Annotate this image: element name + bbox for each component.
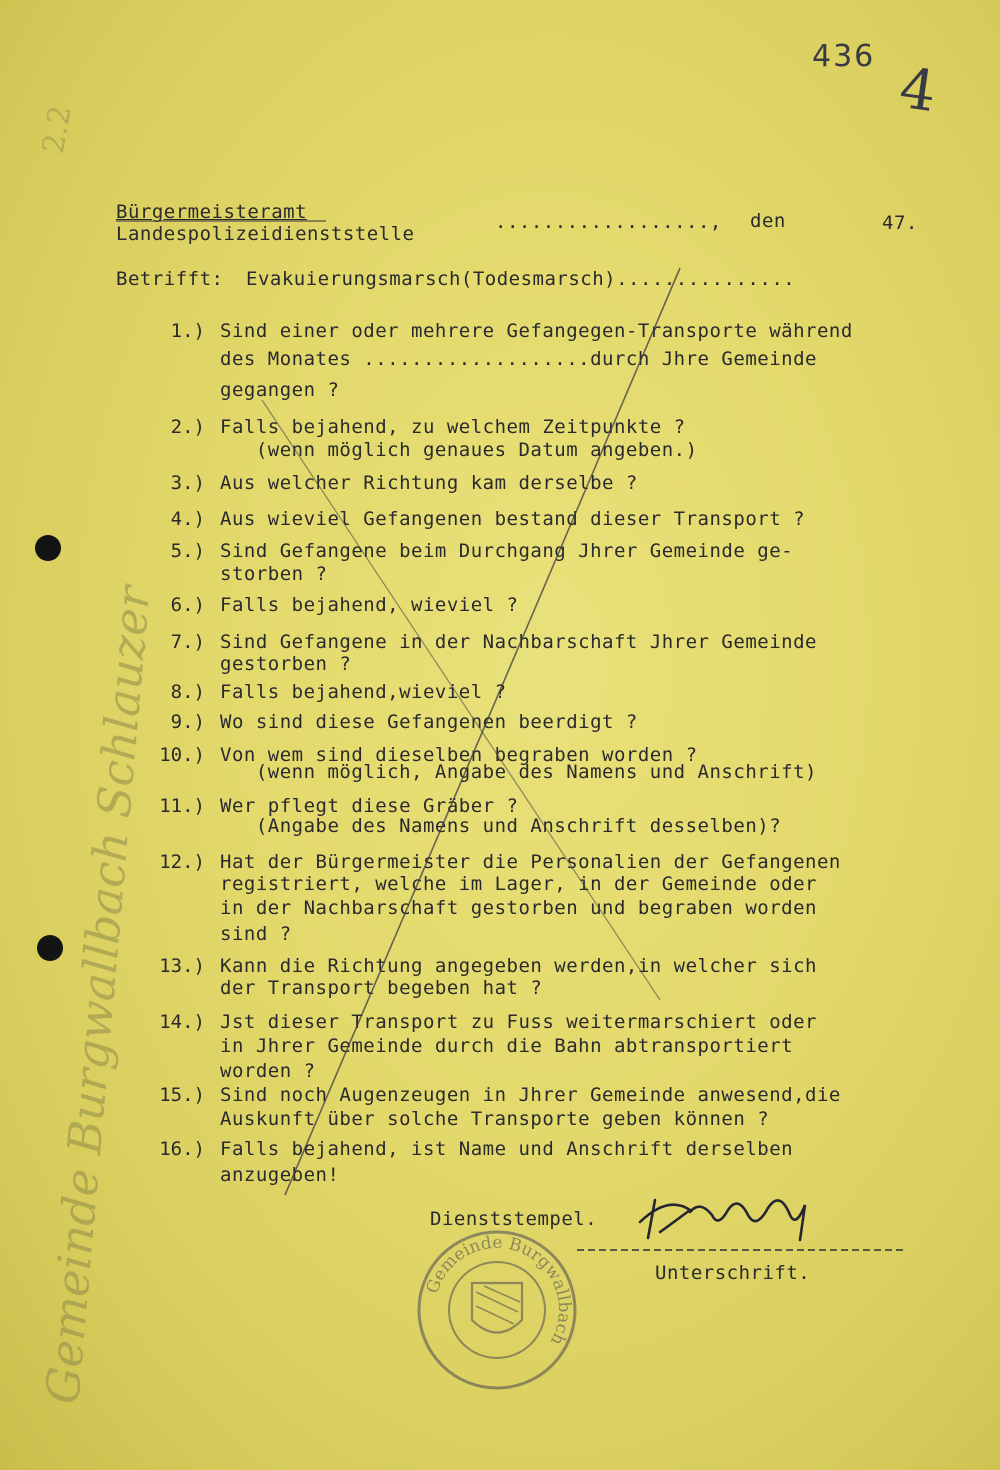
question-number: 4.)	[170, 508, 205, 530]
stamp-label: Dienststempel.	[430, 1208, 598, 1230]
question-line: Wo sind diese Gefangenen beerdigt ?	[220, 711, 638, 733]
question-line: worden ?	[220, 1060, 316, 1082]
question-number: 9.)	[170, 711, 205, 733]
date-den: den	[750, 210, 786, 232]
question-line: Falls bejahend, zu welchem Zeitpunkte ?	[220, 416, 686, 438]
office-line-2: Landespolizeidienststelle	[116, 223, 415, 245]
question-line: Wer pflegt diese Gräber ?	[220, 795, 519, 817]
question-line: registriert, welche im Lager, in der Gemeinde oder	[220, 873, 817, 895]
seal-text: Gemeinde Burgwallbach	[422, 1232, 575, 1349]
question-line: Sind einer oder mehrere Gefangegen-Transporte während	[220, 320, 853, 342]
signature-label: Unterschrift.	[655, 1262, 811, 1284]
question-line: Falls bejahend, wieviel ?	[220, 594, 519, 616]
question-line: Sind Gefangene in der Nachbarschaft Jhrer Gemeinde	[220, 631, 817, 653]
question-line: in Jhrer Gemeinde durch die Bahn abtransportiert	[220, 1035, 794, 1057]
signature	[640, 1200, 805, 1240]
corner-mark: 4	[895, 55, 940, 126]
office-line-1: Bürgermeisteramt	[116, 201, 308, 223]
question-line: Kann die Richtung angegeben werden,in welcher sich	[220, 955, 817, 977]
question-line: (wenn möglich genaues Datum angeben.)	[220, 439, 698, 461]
question-number: 12.)	[159, 851, 205, 873]
question-line: gegangen ?	[220, 379, 340, 401]
question-number: 7.)	[170, 631, 205, 653]
question-line: der Transport begeben hat ?	[220, 977, 543, 999]
question-line: (Angabe des Namens und Anschrift desselben)?	[220, 815, 782, 837]
question-number: 1.)	[170, 320, 205, 342]
question-number: 3.)	[170, 472, 205, 494]
page-number: 436	[812, 39, 876, 74]
question-line: sind ?	[220, 923, 292, 945]
question-number: 8.)	[170, 681, 205, 703]
question-line: Sind noch Augenzeugen in Jhrer Gemeinde anwesend,die	[220, 1084, 841, 1106]
question-line: in der Nachbarschaft gestorben und begraben worden	[220, 897, 817, 919]
question-line: Von wem sind dieselben begraben worden ?	[220, 744, 698, 766]
question-number: 13.)	[159, 955, 205, 977]
date-year: 47.	[882, 212, 918, 234]
question-number: 15.)	[159, 1084, 205, 1106]
question-number: 5.)	[170, 540, 205, 562]
question-line: des Monates ...................durch Jhre Gemeinde	[220, 348, 817, 370]
question-number: 2.)	[170, 416, 205, 438]
question-number: 16.)	[159, 1138, 205, 1160]
margin-handwriting: Gemeinde Burgwallbach Schlauzer	[35, 583, 161, 1406]
margin-mark: 2.2	[36, 103, 79, 157]
question-line: Auskunft über solche Transporte geben können ?	[220, 1108, 770, 1130]
question-line: Aus welcher Richtung kam derselbe ?	[220, 472, 638, 494]
question-line: anzugeben!	[220, 1164, 340, 1186]
question-number: 11.)	[159, 795, 205, 817]
question-number: 10.)	[159, 744, 205, 766]
question-line: Jst dieser Transport zu Fuss weitermarschiert oder	[220, 1011, 817, 1033]
subject-text: Evakuierungsmarsch(Todesmarsch)...............	[246, 268, 796, 290]
subject-label: Betrifft:	[116, 268, 224, 290]
question-line: storben ?	[220, 563, 328, 585]
question-line: Falls bejahend, ist Name und Anschrift derselben	[220, 1138, 794, 1160]
question-line: Aus wieviel Gefangenen bestand dieser Transport ?	[220, 508, 806, 530]
date-dots: ..................,	[495, 211, 722, 233]
question-number: 14.)	[159, 1011, 205, 1033]
question-line: Falls bejahend,wieviel ?	[220, 681, 507, 703]
official-seal	[419, 1232, 575, 1388]
question-line: Sind Gefangene beim Durchgang Jhrer Gemeinde ge-	[220, 540, 794, 562]
question-line: (wenn möglich, Angabe des Namens und Anschrift)	[220, 761, 817, 783]
question-number: 6.)	[170, 594, 205, 616]
question-line: Hat der Bürgermeister die Personalien der Gefangenen	[220, 851, 841, 873]
question-line: gestorben ?	[220, 653, 352, 675]
